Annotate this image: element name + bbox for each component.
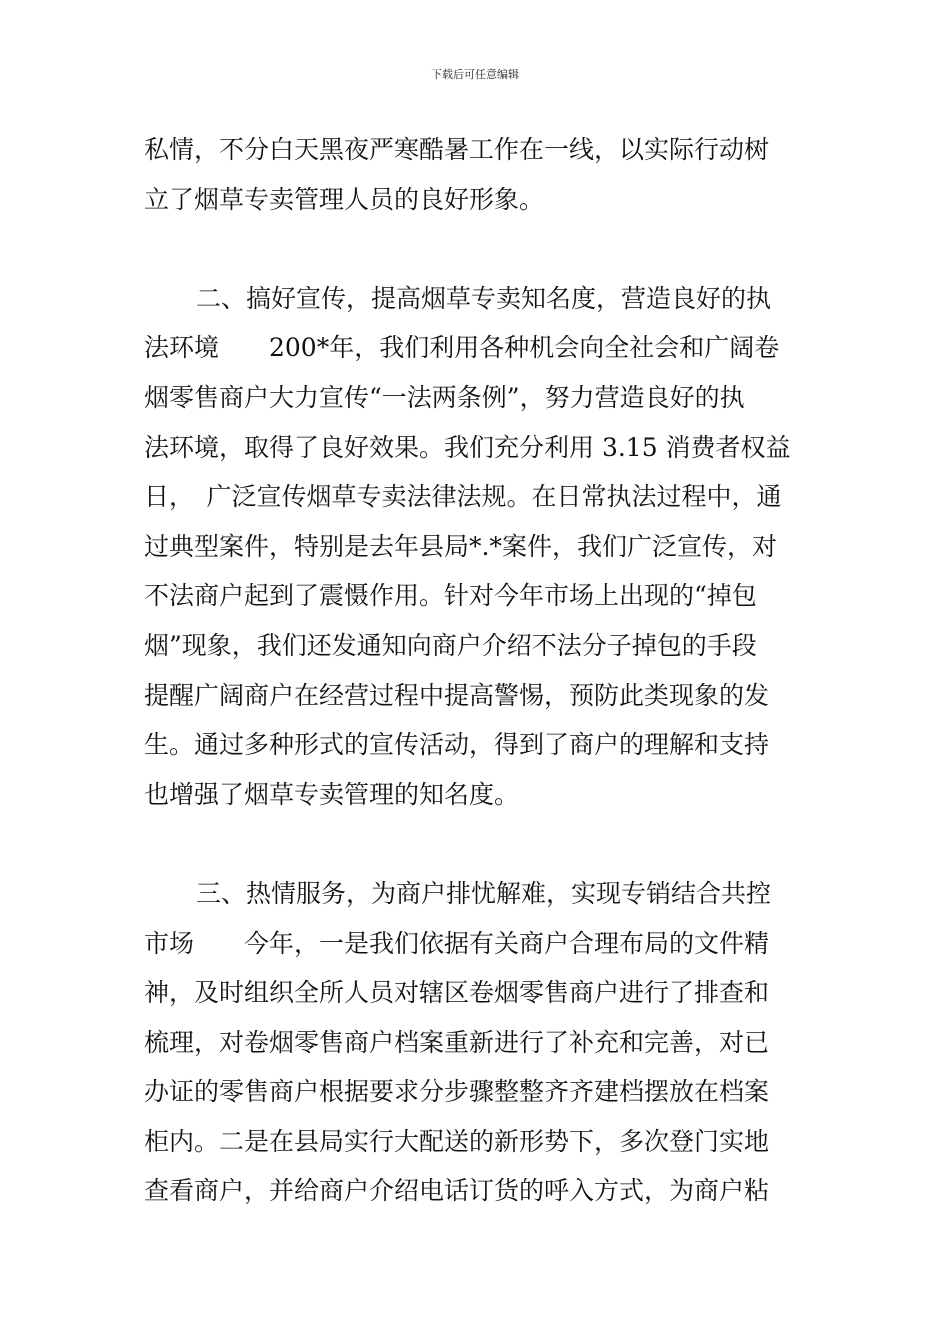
text-line: 立了烟草专卖管理人员的良好形象。 (144, 184, 545, 214)
paragraph-gap (144, 224, 808, 274)
text-line: 烟”现象，我们还发通知向商户介绍不法分子掉包的手段 (144, 630, 757, 660)
text-line: 梳理，对卷烟零售商户档案重新进行了补充和完善，对已 (144, 1027, 770, 1057)
text-line: 私情，不分白天黑夜严寒酷暑工作在一线，以实际行动树 (144, 135, 770, 164)
text-line: 烟零售商户大力宣传“一法两条例”，努力营造良好的执 (144, 382, 745, 412)
text-line: 法环境 200*年，我们利用各种机会向全社会和广阔卷 (144, 333, 780, 363)
text-line: 神，及时组织全所人员对辖区卷烟零售商户进行了排查和 (144, 978, 770, 1008)
text-line: 也增强了烟草专卖管理的知名度。 (144, 779, 520, 809)
text-line: 查看商户，并给商户介绍电话订货的呼入方式，为商户粘 (144, 1176, 770, 1206)
paragraph-gap (144, 819, 808, 869)
text-line: 日， 广泛宣传烟草专卖法律法规。在日常执法过程中，通 (144, 482, 782, 512)
text-line: 柜内。二是在县局实行大配送的新形势下，多次登门实地 (144, 1126, 770, 1156)
text-line: 不法商户起到了震慑作用。针对今年市场上出现的“掉包 (144, 581, 757, 611)
page-header-note: 下载后可任意编辑 (431, 68, 519, 81)
text-line: 生。通过多种形式的宣传活动，得到了商户的理解和支持 (144, 730, 770, 760)
section-heading-line: 二、搞好宣传，提高烟草专卖知名度，营造良好的执 (196, 283, 772, 313)
text-line: 过典型案件，特别是去年县局*.*案件，我们广泛宣传，对 (144, 531, 777, 561)
text-line: 提醒广阔商户在经营过程中提高警惕，预防此类现象的发 (144, 680, 770, 710)
text-line: 办证的零售商户根据要求分步骤整整齐齐建档摆放在档案 (144, 1077, 770, 1107)
document-body (144, 125, 808, 1216)
section-heading-line: 三、热情服务，为商户排忧解难，实现专销结合共控 (196, 878, 772, 908)
text-line: 法环境，取得了良好效果。我们充分利用 3.15 消费者权益 (144, 432, 791, 462)
text-line: 市场 今年，一是我们依据有关商户合理布局的文件精 (144, 928, 770, 958)
